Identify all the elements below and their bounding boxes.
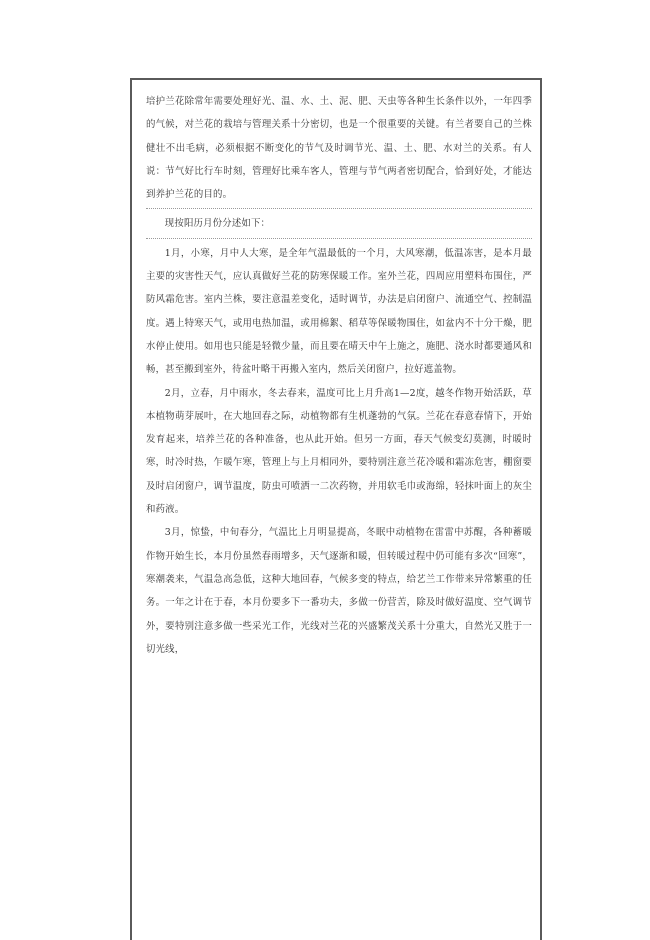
dotted-divider — [146, 208, 532, 209]
january-paragraph: 1月，小寒，月中人大寒，是全年气温最低的一个月，大风寒潮，低温冻害，是本月最主要的灾害性天气，应认真做好兰花的防寒保暖工作。室外兰花，四周应用塑料布围住，严防风霜危害。室内兰株，要注意温差变化，适时调节，办法是启闭窗户、流通空气、控制温度。遇上特寒天气，或用电热加温，或用棉絮、稻草等保暖物围住，如盆内不十分干燥，肥水停止使用。如用也只能是轻微少量，而且要在晴天中午上施之，施肥、浇水时都要通风和畅，甚至搬到室外，待盆叶略干再搬入室内，然后关闭窗户，拉好遮盖物。 — [146, 247, 532, 376]
march-paragraph: 3月，惊蛰，中旬春分，气温比上月明显提高，冬眠中动植物在雷雷中苏醒，各种蓄暖作物开始生长，本月份虽然春雨增多，天气逐渐和暖，但转暖过程中仍可能有多次“回寒”，寒潮袭来，气温急高急低，这种大地回春，气候多变的特点，给艺兰工作带来异常繁重的任务。一年之计在于春，本月份要多下一番功夫，多做一份营苦，除及时做好温度、空气调节外，要特别注意多做一些采光工作，光线对兰花的兴盛繁茂关系十分重大，自然光又胜于一切光线， — [146, 527, 532, 655]
dotted-divider — [146, 238, 532, 239]
lead-paragraph: 现按阳历月份分述如下： — [164, 218, 271, 230]
document-body — [146, 90, 532, 661]
february-paragraph: 2月，立春，月中雨水，冬去春来，温度可比上月升高1—2度，越冬作物开始活跃，草本植物萌芽展叶，在大地回春之际，动植物都有生机蓬勃的气氛。兰花在春意春情下，开始发育起来，培养兰花的各种准备，也从此开始。但另一方面，春天气候变幻莫测，时暖时寒，时冷时热，乍暖乍寒，管理上与上月相同外，要特别注意兰花冷暖和霜冻危害，棚窗要及时启闭窗户，调节温度，防虫可喷洒一二次药物，并用软毛巾或海绵，轻抹叶面上的灰尘和药液。 — [146, 387, 532, 516]
intro-paragraph: 培护兰花除常年需要处理好光、温、水、土、泥、肥、天虫等各种生长条件以外，一年四季的气候，对兰花的栽培与管理关系十分密切，也是一个很重要的关键。有兰者要自己的兰株健壮不出毛病，必须根据不断变化的节气及时调节光、温、土、肥、水对兰的关系。有人说：节气好比行车时刻，管理好比乘车客人，管理与节气两者密切配合，恰到好处，才能达到养护兰花的目的。 — [146, 96, 532, 201]
